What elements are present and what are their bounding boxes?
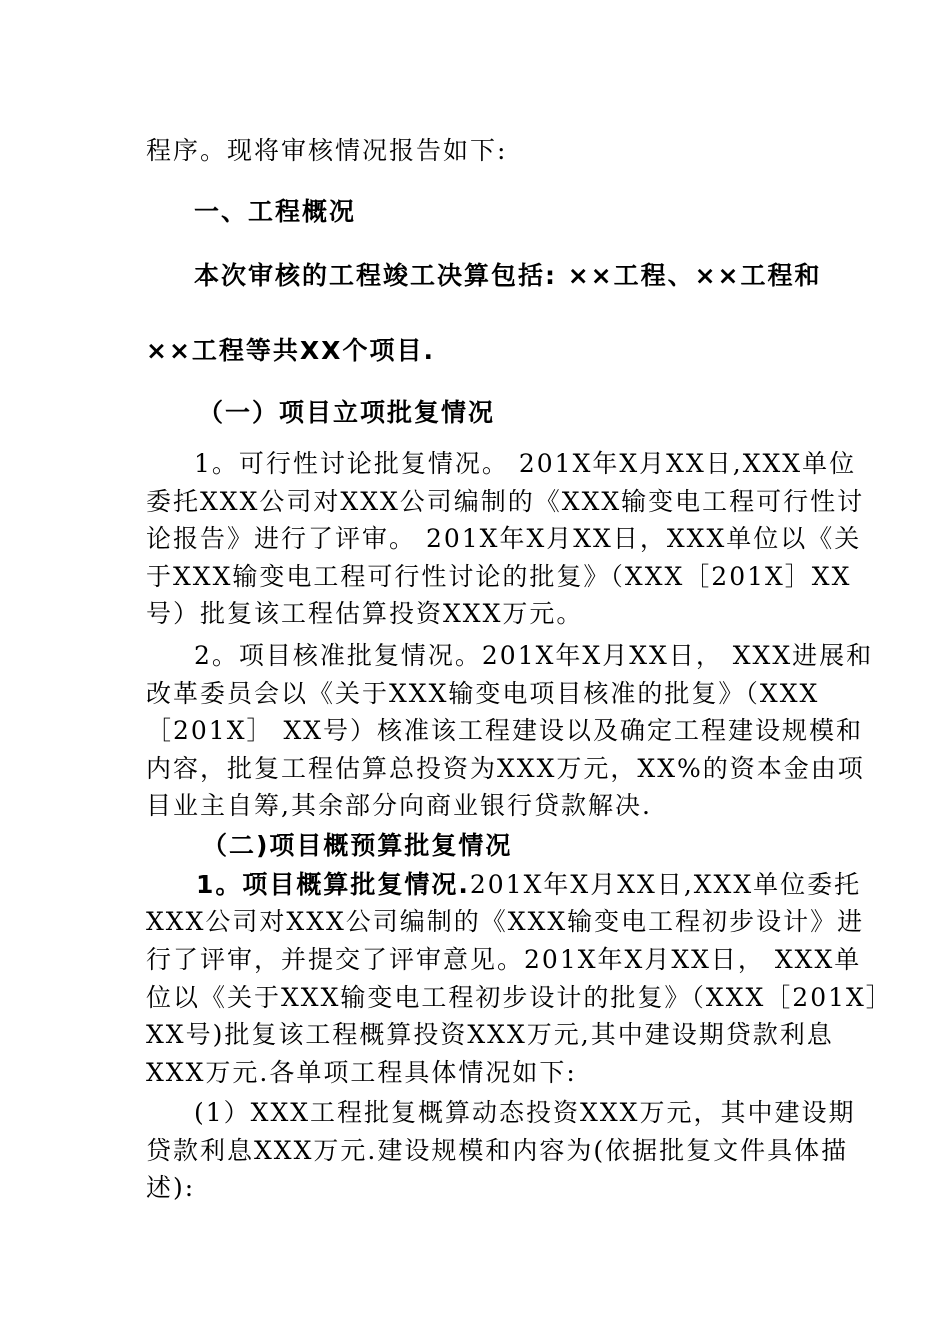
paragraph-line: (1）XXX工程批复概算动态投资XXX万元，其中建设期 bbox=[194, 1098, 856, 1127]
paragraph-line: XXX公司对XXX公司编制的《XXX输变电工程初步设计》进 bbox=[146, 907, 865, 936]
paragraph-line: 号）批复该工程估算投资XXX万元。 bbox=[146, 599, 584, 628]
paragraph-line: XXX万元.各单项工程具体情况如下: bbox=[146, 1058, 577, 1087]
paragraph-line: 2。项目核准批复情况。201X年X月XX日， XXX进展和 bbox=[194, 641, 874, 670]
paragraph-line: 述): bbox=[146, 1173, 196, 1202]
summary-line: ××工程等共XX个项目. bbox=[146, 336, 435, 365]
paragraph-line: 于XXX输变电工程可行性讨论的批复》（XXX［201X］XX bbox=[146, 562, 852, 591]
paragraph-line: 贷款利息XXX万元.建设规模和内容为(依据批复文件具体描 bbox=[146, 1136, 849, 1165]
paragraph-line: 改革委员会以《关于XXX输变电项目核准的批复》（XXX bbox=[146, 679, 820, 708]
paragraph-line: 论报告》进行了评审。 201X年X月XX日，XXX单位以《关 bbox=[146, 524, 862, 553]
subsection-heading: （二)项目概预算批复情况 bbox=[202, 831, 513, 860]
paragraph-line: 内容，批复工程估算总投资为XXX万元，XX%的资本金由项 bbox=[146, 754, 865, 783]
paragraph-line: 程序。现将审核情况报告如下: bbox=[146, 136, 508, 165]
item-text: 201X年X月XX日,XXX单位委托 bbox=[469, 870, 862, 899]
paragraph-line: 目业主自筹,其余部分向商业银行贷款解决. bbox=[146, 791, 652, 820]
item-title: 1。项目概算批复情况. bbox=[196, 870, 470, 899]
paragraph-line: 位以《关于XXX输变电工程初步设计的批复》（XXX［201X］ bbox=[146, 983, 893, 1012]
paragraph-line: ［201X］ XX号）核准该工程建设以及确定工程建设规模和 bbox=[146, 716, 864, 745]
paragraph-line: 行了评审，并提交了评审意见。201X年X月XX日， XXX单 bbox=[146, 945, 862, 974]
section-heading: 一、工程概况 bbox=[194, 197, 357, 226]
summary-line: 本次审核的工程竣工决算包括: ××工程、××工程和 bbox=[194, 261, 822, 290]
paragraph-line bbox=[196, 870, 862, 900]
subsection-heading: （一）项目立项批复情况 bbox=[198, 398, 496, 427]
paragraph-line: 委托XXX公司对XXX公司编制的《XXX输变电工程可行性讨 bbox=[146, 487, 865, 516]
paragraph-line: 1。可行性讨论批复情况。 201X年X月XX日,XXX单位 bbox=[194, 449, 857, 478]
paragraph-line: XX号)批复该工程概算投资XXX万元,其中建设期贷款利息 bbox=[146, 1020, 834, 1049]
